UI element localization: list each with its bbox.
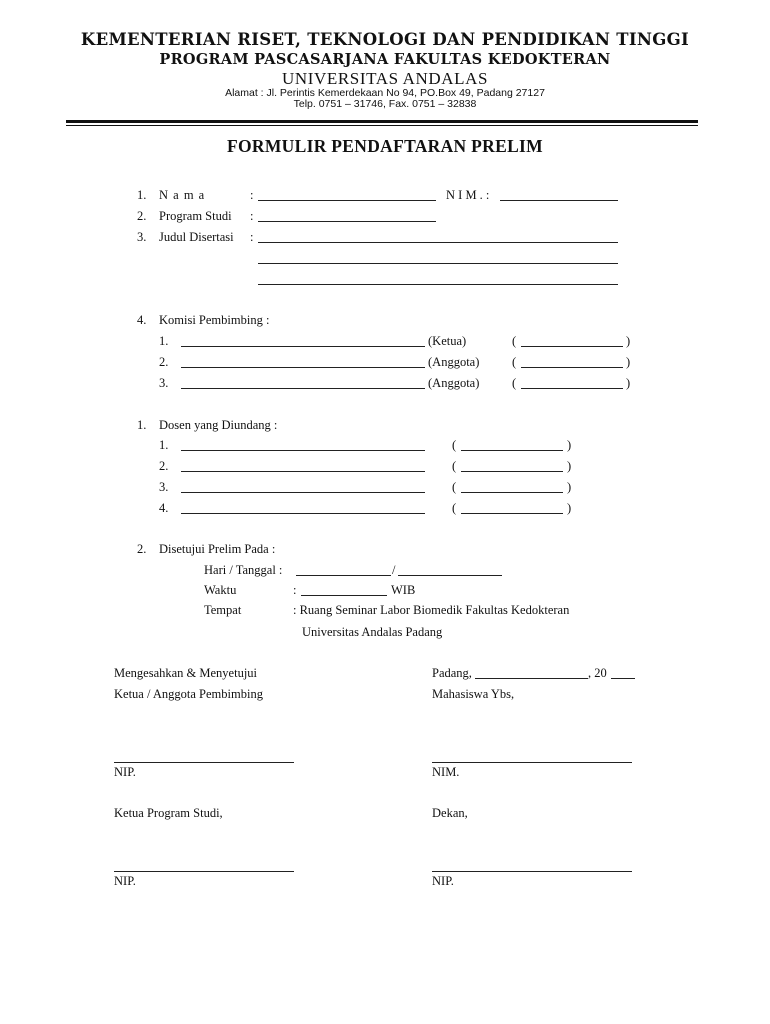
paren-close: ) — [626, 376, 631, 390]
item-number: 2. — [137, 542, 147, 556]
nim-field[interactable] — [500, 200, 618, 201]
dosen-row-number: 4. — [159, 501, 169, 515]
dosen-nip-field[interactable] — [461, 513, 563, 514]
colon: : — [250, 230, 254, 244]
tempat-value: : Ruang Seminar Labor Biomedik Fakultas Kedokteran — [293, 603, 570, 617]
supervisor-title: Ketua / Anggota Pembimbing — [114, 687, 263, 701]
dosen-nip-field[interactable] — [461, 492, 563, 493]
dosen-nip-field[interactable] — [461, 450, 563, 451]
nip-label: NIP. — [114, 874, 136, 888]
phone-line: Telp. 0751 – 31746, Fax. 0751 – 32838 — [293, 98, 477, 110]
paren-open: ( — [452, 438, 457, 452]
waktu-label: Waktu — [204, 583, 237, 597]
komisi-name-field[interactable] — [181, 388, 425, 389]
tempat-label: Tempat — [204, 603, 242, 617]
program-heading: PROGRAM PASCASARJANA FAKULTAS KEDOKTERAN — [159, 51, 611, 68]
dosen-row-number: 3. — [159, 480, 169, 494]
paren-close: ) — [626, 355, 631, 369]
supervisor-signature-line[interactable] — [114, 762, 294, 763]
paren-close: ) — [567, 480, 572, 494]
student-title: Mahasiswa Ybs, — [432, 687, 515, 701]
komisi-name-field[interactable] — [181, 346, 425, 347]
hari-field[interactable] — [296, 575, 391, 576]
nama-label: N a m a — [159, 188, 206, 202]
judul-field-line2[interactable] — [258, 263, 618, 264]
student-signature-line[interactable] — [432, 762, 632, 763]
prodi-label: Program Studi — [159, 209, 232, 223]
komisi-label: Komisi Pembimbing : — [159, 313, 270, 327]
judul-field-line3[interactable] — [258, 284, 618, 285]
dosen-nip-field[interactable] — [461, 471, 563, 472]
item-number: 1. — [137, 418, 147, 432]
date-field[interactable] — [475, 678, 588, 679]
paren-close: ) — [567, 438, 572, 452]
paren-open: ( — [452, 480, 457, 494]
dosen-label: Dosen yang Diundang : — [159, 418, 278, 432]
ministry-heading: KEMENTERIAN RISET, TEKNOLOGI DAN PENDIDIKAN TINGGI — [80, 30, 690, 49]
nip-label: NIP. — [114, 765, 136, 779]
paren-open: ( — [512, 334, 517, 348]
komisi-role: (Anggota) — [428, 376, 480, 390]
kaprodi-title: Ketua Program Studi, — [114, 806, 223, 820]
hari-label: Hari / Tanggal : — [204, 563, 283, 577]
header-rule-thick — [66, 120, 698, 123]
komisi-role: (Ketua) — [428, 334, 467, 348]
dosen-row-number: 2. — [159, 459, 169, 473]
form-title: FORMULIR PENDAFTARAN PRELIM — [227, 136, 543, 156]
dekan-signature-line[interactable] — [432, 871, 632, 872]
komisi-name-field[interactable] — [181, 367, 425, 368]
paren-close: ) — [567, 459, 572, 473]
komisi-row-number: 1. — [159, 334, 169, 348]
prodi-field[interactable] — [258, 221, 436, 222]
kaprodi-signature-line[interactable] — [114, 871, 294, 872]
tanggal-field[interactable] — [398, 575, 502, 576]
city-label: Padang, — [432, 666, 472, 680]
item-number: 2. — [137, 209, 147, 223]
year-field[interactable] — [611, 678, 635, 679]
approval-title: Mengesahkan & Menyetujui — [114, 666, 258, 680]
university-heading: UNIVERSITAS ANDALAS — [281, 69, 489, 88]
nama-field[interactable] — [258, 200, 436, 201]
slash: / — [392, 563, 396, 577]
tempat-value-line2: Universitas Andalas Padang — [302, 625, 443, 639]
nip-label: NIP. — [432, 874, 454, 888]
dekan-title: Dekan, — [432, 806, 468, 820]
address-line: Alamat : Jl. Perintis Kemerdekaan No 94, PO.Box 49, Padang 27127 — [225, 87, 545, 99]
komisi-row-number: 2. — [159, 355, 169, 369]
prelim-label: Disetujui Prelim Pada : — [159, 542, 276, 556]
paren-open: ( — [512, 355, 517, 369]
waktu-field[interactable] — [301, 595, 387, 596]
paren-open: ( — [452, 501, 457, 515]
dosen-name-field[interactable] — [181, 513, 425, 514]
komisi-role: (Anggota) — [428, 355, 480, 369]
judul-label: Judul Disertasi — [159, 230, 234, 244]
paren-open: ( — [452, 459, 457, 473]
komisi-nip-field[interactable] — [521, 388, 623, 389]
item-number: 3. — [137, 230, 147, 244]
komisi-nip-field[interactable] — [521, 346, 623, 347]
year-prefix: , 20 — [588, 666, 607, 680]
nim-sign-label: NIM. — [432, 765, 460, 779]
dosen-row-number: 1. — [159, 438, 169, 452]
item-number: 1. — [137, 188, 147, 202]
dosen-name-field[interactable] — [181, 471, 425, 472]
paren-close: ) — [626, 334, 631, 348]
komisi-row-number: 3. — [159, 376, 169, 390]
nim-label: N I M . : — [446, 188, 490, 202]
dosen-name-field[interactable] — [181, 492, 425, 493]
paren-open: ( — [512, 376, 517, 390]
colon: : — [293, 583, 297, 597]
colon: : — [250, 188, 254, 202]
colon: : — [250, 209, 254, 223]
waktu-unit: WIB — [391, 583, 416, 597]
dosen-name-field[interactable] — [181, 450, 425, 451]
header-rule-thin — [66, 125, 698, 126]
paren-close: ) — [567, 501, 572, 515]
item-number: 4. — [137, 313, 147, 327]
komisi-nip-field[interactable] — [521, 367, 623, 368]
judul-field-line1[interactable] — [258, 242, 618, 243]
